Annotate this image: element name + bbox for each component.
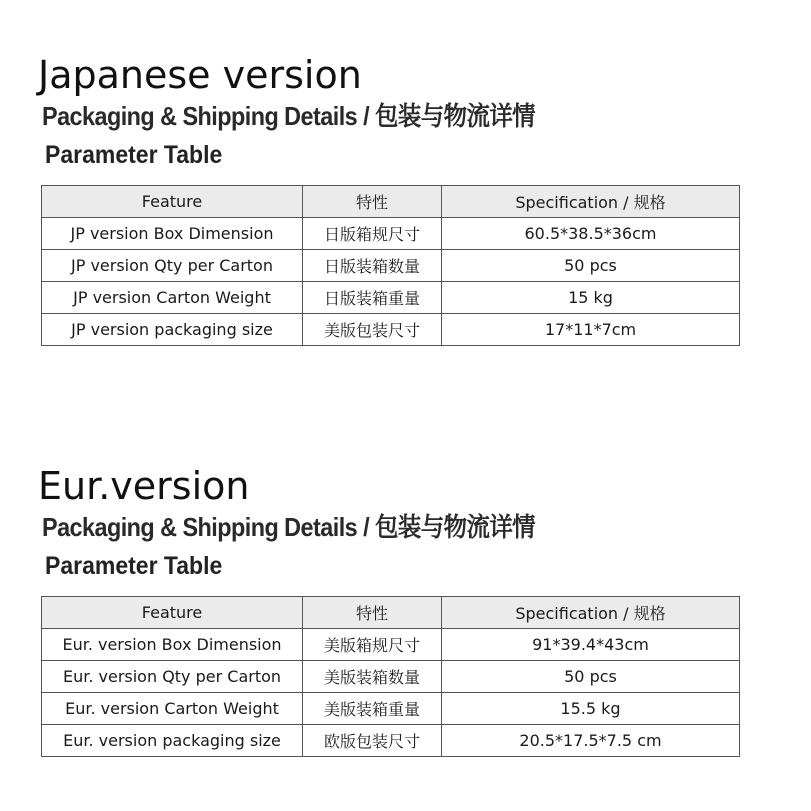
header-feature: Feature <box>42 186 303 218</box>
table-header-row <box>42 186 740 218</box>
table-row <box>42 314 740 346</box>
parameter-table-label: Parameter Table <box>45 141 223 169</box>
table-row <box>42 282 740 314</box>
header-characteristic: 特性 <box>303 597 442 629</box>
table-row <box>42 218 740 250</box>
section-subtitle: Packaging & Shipping Details / 包装与物流详情 <box>42 512 536 542</box>
section-title: Eur.version <box>38 464 250 508</box>
parameter-table <box>41 185 740 346</box>
cell-specification: 60.5*38.5*36cm <box>442 218 740 250</box>
cell-characteristic: 日版装箱重量 <box>303 282 442 314</box>
cell-characteristic: 美版装箱重量 <box>303 693 442 725</box>
table-row <box>42 693 740 725</box>
table-row <box>42 629 740 661</box>
cell-characteristic: 日版箱规尺寸 <box>303 218 442 250</box>
cell-characteristic: 美版包装尺寸 <box>303 314 442 346</box>
parameter-table <box>41 596 740 757</box>
cell-specification: 20.5*17.5*7.5 cm <box>442 725 740 757</box>
header-specification: Specification / 规格 <box>442 186 740 218</box>
cell-specification: 15.5 kg <box>442 693 740 725</box>
table-row <box>42 661 740 693</box>
cell-feature: JP version Qty per Carton <box>42 250 303 282</box>
cell-specification: 50 pcs <box>442 250 740 282</box>
cell-specification: 15 kg <box>442 282 740 314</box>
cell-characteristic: 欧版包装尺寸 <box>303 725 442 757</box>
header-specification: Specification / 规格 <box>442 597 740 629</box>
parameter-table-label: Parameter Table <box>45 552 223 580</box>
cell-specification: 17*11*7cm <box>442 314 740 346</box>
table-row <box>42 725 740 757</box>
cell-specification: 50 pcs <box>442 661 740 693</box>
cell-feature: Eur. version Box Dimension <box>42 629 303 661</box>
cell-characteristic: 美版装箱数量 <box>303 661 442 693</box>
header-characteristic: 特性 <box>303 186 442 218</box>
table-header-row <box>42 597 740 629</box>
cell-characteristic: 日版装箱数量 <box>303 250 442 282</box>
header-feature: Feature <box>42 597 303 629</box>
cell-feature: Eur. version Carton Weight <box>42 693 303 725</box>
cell-characteristic: 美版箱规尺寸 <box>303 629 442 661</box>
table-row <box>42 250 740 282</box>
cell-feature: Eur. version Qty per Carton <box>42 661 303 693</box>
section-subtitle: Packaging & Shipping Details / 包装与物流详情 <box>42 101 536 131</box>
cell-feature: JP version Carton Weight <box>42 282 303 314</box>
cell-feature: JP version Box Dimension <box>42 218 303 250</box>
cell-feature: JP version packaging size <box>42 314 303 346</box>
section-title: Japanese version <box>38 53 362 97</box>
cell-specification: 91*39.4*43cm <box>442 629 740 661</box>
cell-feature: Eur. version packaging size <box>42 725 303 757</box>
